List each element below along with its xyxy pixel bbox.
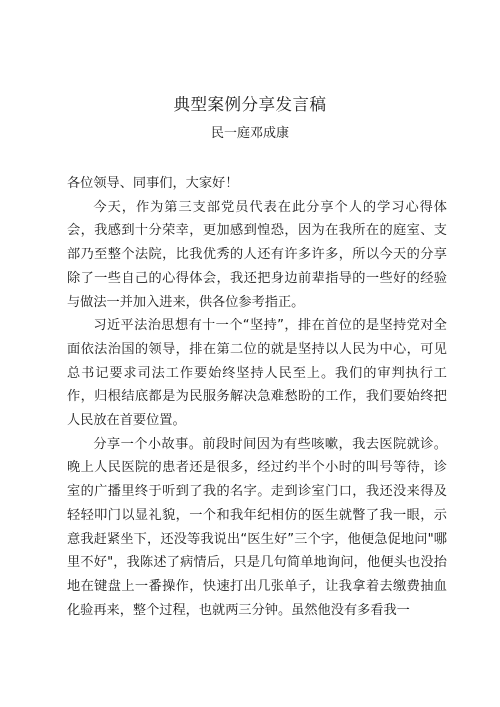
body-paragraph: 今天，作为第三支部党员代表在此分享个人的学习心得体会，我感到十分荣幸，更加感到惶恐，因为在我所在的庭室、支部乃至整个法院，比我优秀的人还有许多许多，所以今天的分享除了一些自己的心得体会，我还把身边前辈指导的一些好的经验与做法一并加入进来，供各位参考指正。 — [67, 199, 447, 310]
body-paragraph: 分享一个小故事。前段时间因为有些咳嗽，我去医院就诊。晚上人民医院的患者还是很多，经过约半个小时的叫号等待，诊室的广播里终于听到了我的名字。走到诊室门口，我还没来得及轻轻叩门以显礼貌，一个和我年纪相仿的医生就瞥了我一眼，示意我赶紧坐下，还没等我说出“医生好”三个字，他便急促地问"哪里不好"，我陈述了病情后，只是几句简单地询问，他便头也没抬地在键盘上一番操作，快速打出几张单子，让我拿着去缴费抽血化验再来，整个过程，也就两三分钟。虽然他没有多看我一 — [67, 436, 447, 618]
document-author: 民一庭邓成康 — [210, 126, 289, 141]
greeting-paragraph: 各位领导、同事们，大家好！ — [67, 176, 239, 191]
document-title: 典型案例分享发言稿 — [173, 95, 327, 114]
document-body — [67, 172, 447, 622]
body-paragraph: 习近平法治思想有十一个“坚持”，排在首位的是坚持党对全面依法治国的领导，排在第二位的就是坚持以人民为中心，可见总书记要求司法工作要始终坚持人民至上。我们的审判执行工作，归根结底都是为民服务解决急难愁盼的工作，我们要始终把人民放在首要位置。 — [67, 318, 447, 429]
